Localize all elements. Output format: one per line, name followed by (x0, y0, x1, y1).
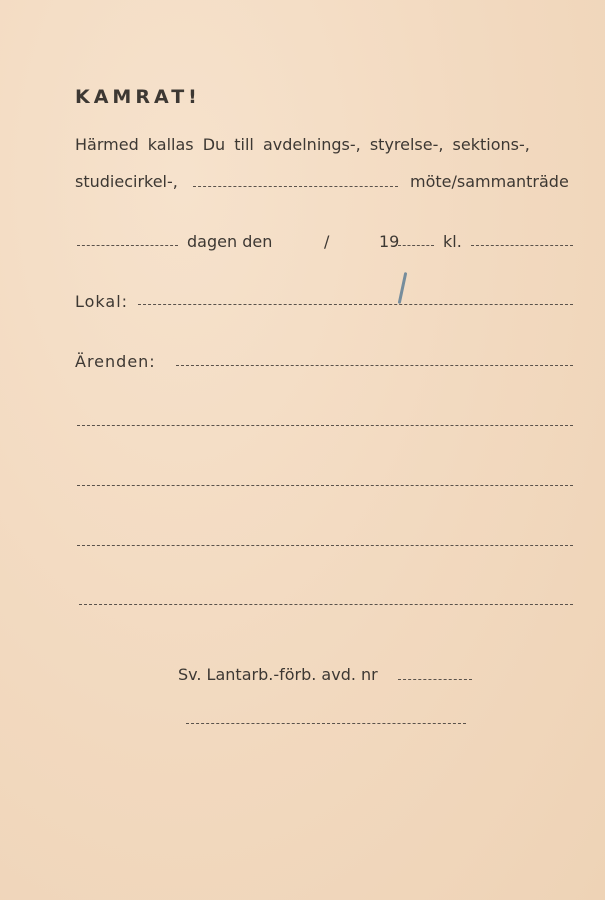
arenden-field-1[interactable] (176, 365, 573, 366)
date-separator: / (324, 232, 330, 251)
arenden-field-2[interactable] (77, 425, 573, 426)
time-label: kl. (443, 232, 462, 251)
footer-label: Sv. Lantarb.-förb. avd. nr (178, 665, 378, 684)
year-prefix: 19 (379, 232, 400, 251)
year-field[interactable] (398, 245, 434, 246)
arenden-label: Ärenden: (75, 352, 156, 371)
lokal-label: Lokal: (75, 292, 129, 311)
invitation-line-2-start: studiecirkel-, (75, 172, 178, 191)
arenden-field-5[interactable] (79, 604, 573, 605)
form-title: KAMRAT! (75, 86, 201, 108)
ink-mark (398, 272, 408, 304)
signature-field[interactable] (186, 723, 466, 724)
invitation-line-2-end: möte/sammanträde (410, 172, 569, 191)
invitation-line-1: Härmed kallas Du till avdelnings-, styrelse-, sektions-, (75, 135, 530, 154)
weekday-field[interactable] (77, 245, 178, 246)
branch-number-field[interactable] (398, 679, 472, 680)
meeting-type-field[interactable] (193, 186, 398, 187)
arenden-field-4[interactable] (77, 545, 573, 546)
arenden-field-3[interactable] (77, 485, 573, 486)
date-label: dagen den (187, 232, 273, 251)
time-field[interactable] (471, 245, 573, 246)
lokal-field[interactable] (138, 304, 573, 305)
